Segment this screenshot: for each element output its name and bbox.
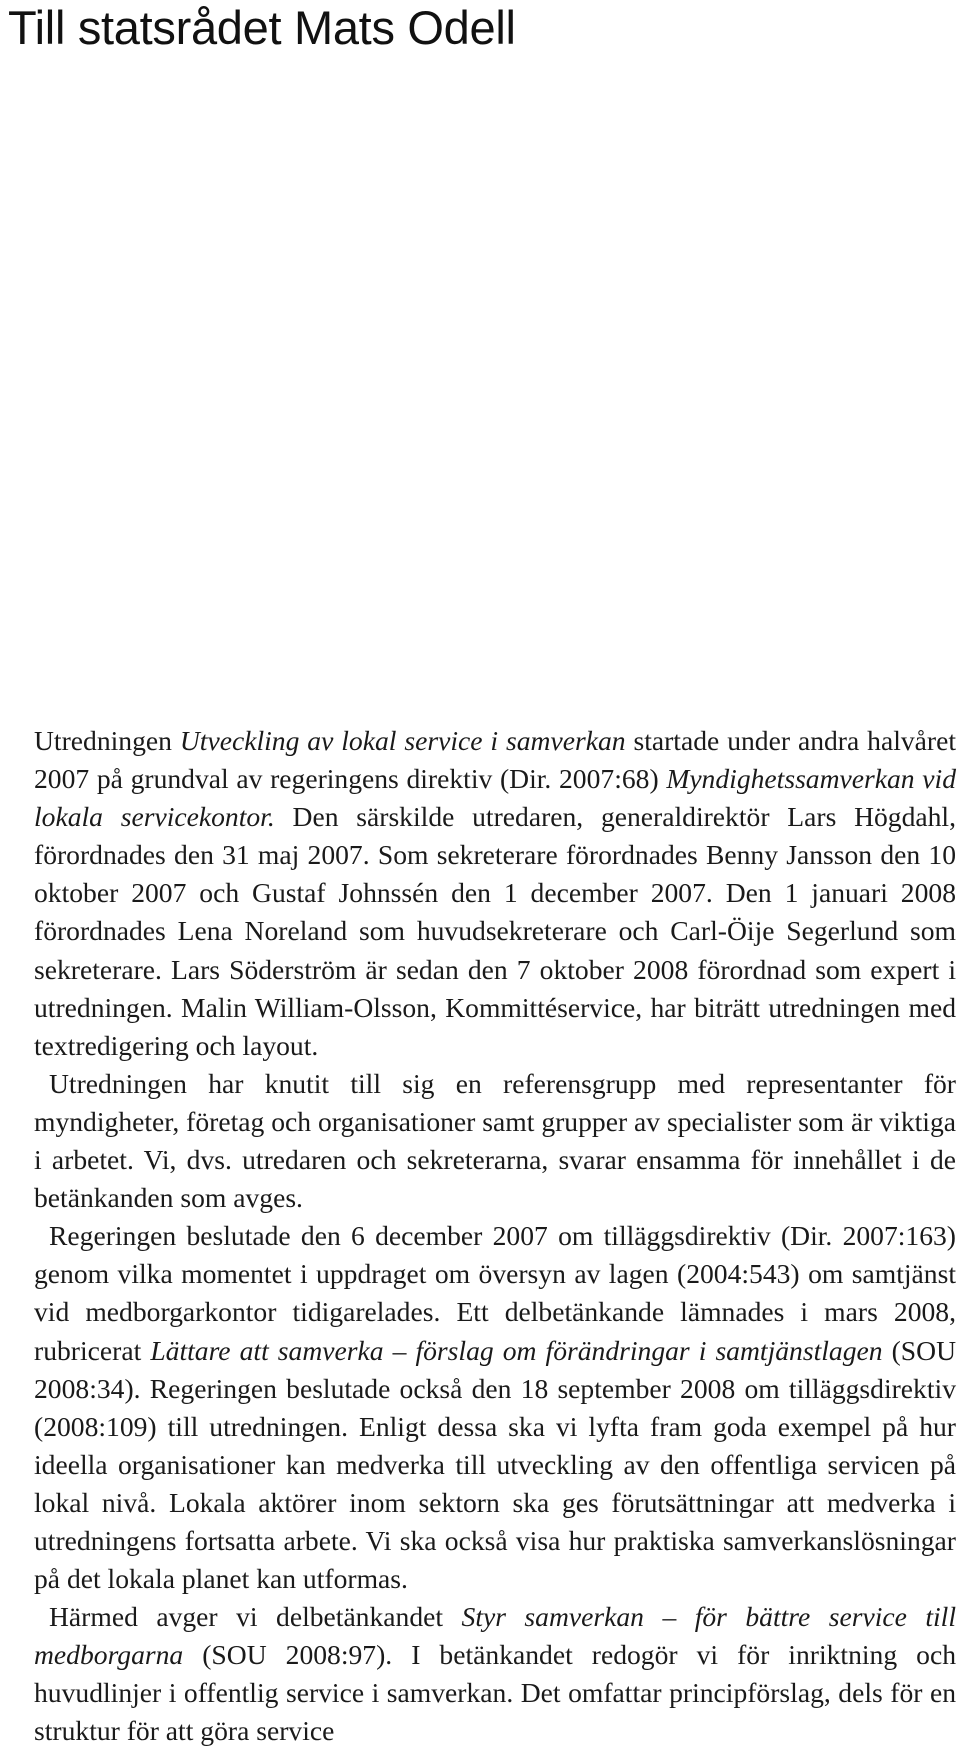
text-span: Härmed avger vi delbetänkandet <box>49 1601 462 1633</box>
italic-title-span: Utveckling av lokal service i samverkan <box>179 725 626 756</box>
paragraph-4 <box>34 1598 956 1750</box>
text-span: (SOU 2008:97). I betänkandet redogör vi för inriktning och huvudlinjer i offentlig service i samverkan. Det omfattar principförslag, dels för en struktur för att göra service <box>34 1639 956 1747</box>
italic-title-span: Styr samverkan – för bättre service till medborgarna <box>34 1601 956 1671</box>
body-text <box>34 722 956 1751</box>
paragraph-2 <box>34 1065 956 1217</box>
text-span: Regeringen beslutade den 6 december 2007 om tilläggsdirektiv (Dir. 2007:163) genom vilka momentet i uppdraget om översyn av lagen (2004:543) om samtjänst vid medborgarkontor tidigarelades. Ett delbetänkande lämnades i mars 2008, rubricerat <box>34 1220 956 1366</box>
italic-title-span: Lättare att samverka – förslag om förändringar i samtjänstlagen <box>150 1334 883 1366</box>
paragraph-3 <box>34 1217 956 1598</box>
text-span: Den särskilde utredaren, generaldirektör Lars Högdahl, förordnades den 31 maj 2007. Som sekreterare förordnades Benny Jansson den 10 oktober 2007 och Gustaf Johnssén den 1 december 2007. Den 1 januari 2008 förordnades Lena Noreland som huvudsekreterare och Carl-Öije Segerlund som sekreterare. Lars Söderström är sedan den 7 oktober 2008 förordnad som expert i utredningen. Malin William-Olsson, Kommittéservice, har biträtt utredningen med textredigering och layout. <box>34 801 956 1061</box>
text-span: startade under andra halvåret 2007 på grundval av regeringens direktiv (Dir. 2007:68) <box>34 725 957 795</box>
text-span: Utredningen <box>34 725 180 756</box>
text-span: Utredningen har knutit till sig en referensgrupp med representanter för myndigheter, företag och organisationer samt grupper av specialister som är viktiga i arbetet. Vi, dvs. utredaren och sekreterarna, svarar ensamma för innehållet i de betänkanden som avges. <box>34 1067 956 1214</box>
italic-title-span: Myndighetssamverkan vid lokala servicekontor. <box>34 763 956 833</box>
text-span: (SOU 2008:34). Regeringen beslutade också den 18 september 2008 om tilläggsdirektiv (2008:109) till utredningen. Enligt dessa ska vi lyfta fram goda exempel på hur ideella organisationer kan medverka till utveckling av den offentliga servicen på lokal nivå. Lokala aktörer inom sektorn ska ges förutsättningar att medverka i utredningens fortsatta arbete. Vi ska också visa hur praktiska samverkanslösningar på det lokala planet kan utformas. <box>34 1334 957 1595</box>
page-title: Till statsrådet Mats Odell <box>8 1 516 54</box>
paragraph-1 <box>34 722 956 1065</box>
